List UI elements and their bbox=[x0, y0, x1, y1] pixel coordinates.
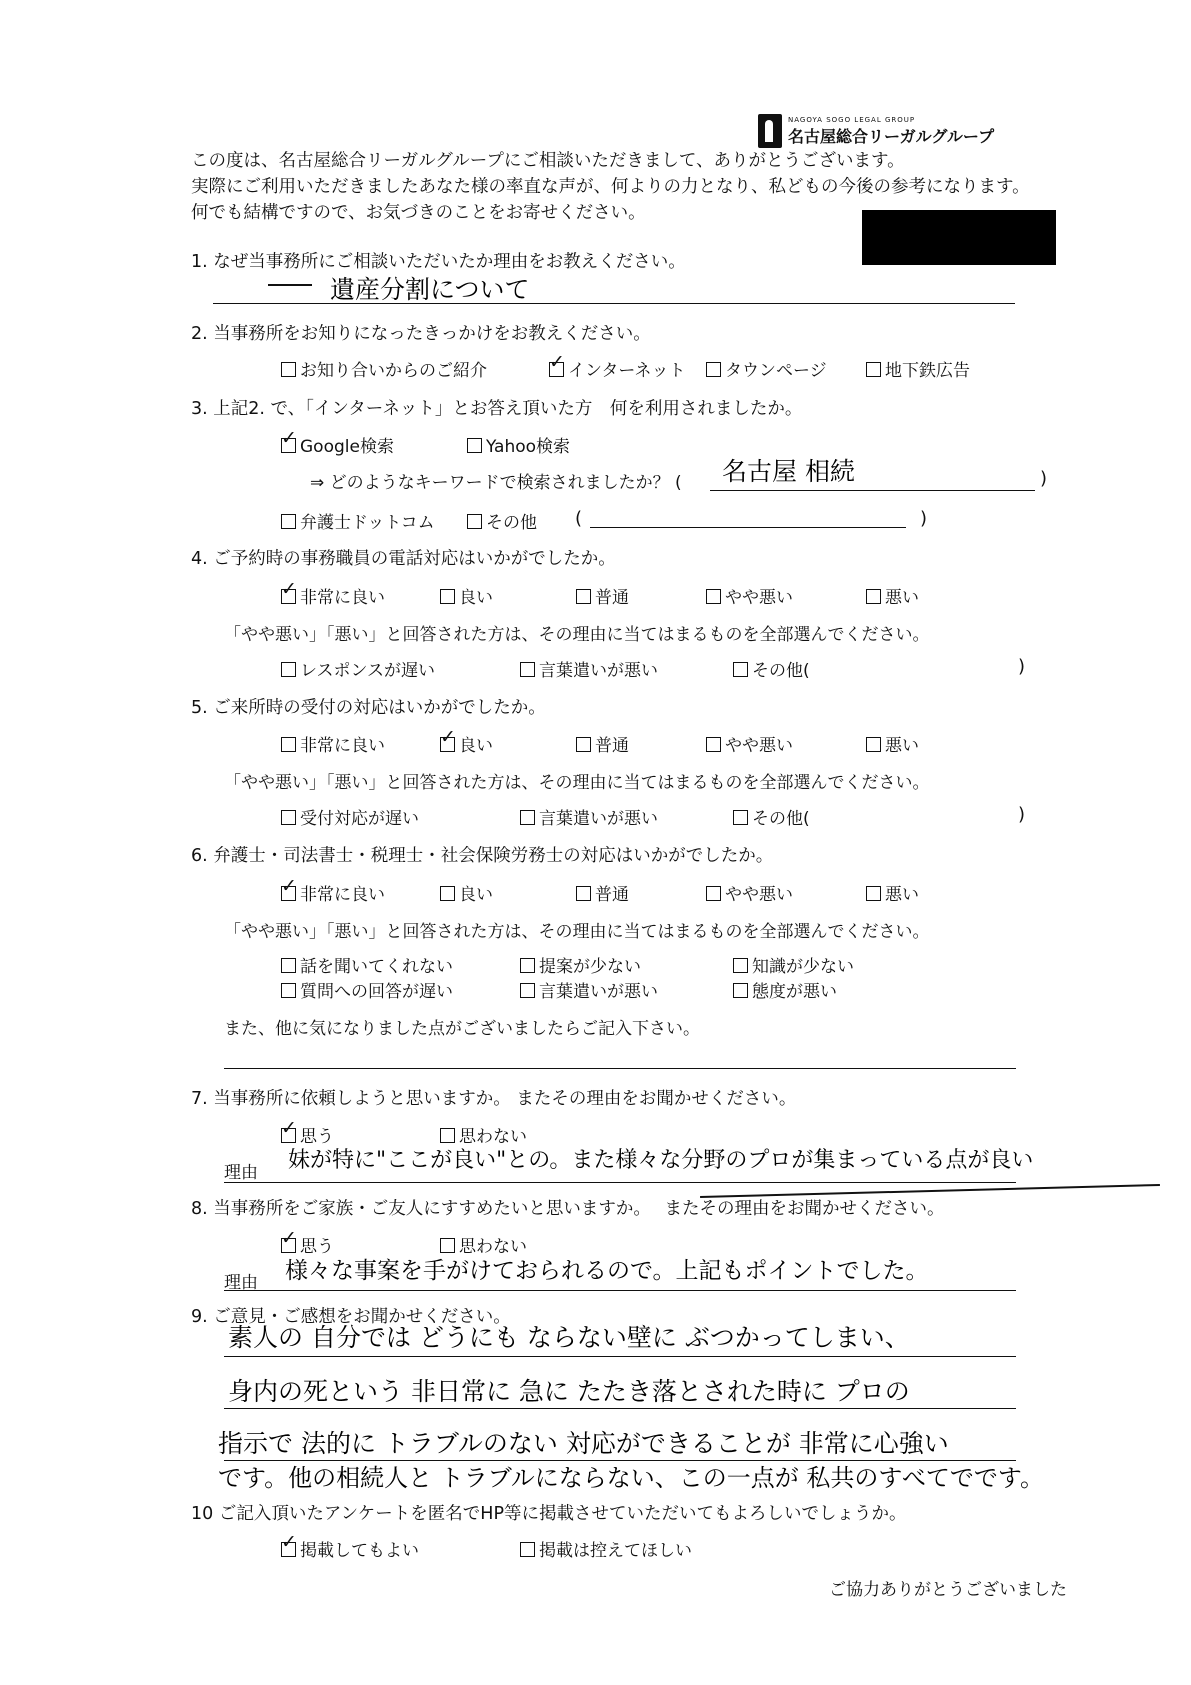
q2-option[interactable]: タウンページ bbox=[706, 356, 827, 381]
q7-reason-answer: 妹が特に"ここが良い"との。また様々な分野のプロが集まっている点が良い bbox=[288, 1148, 1034, 1173]
close-paren: ) bbox=[1040, 468, 1048, 489]
checkbox-icon[interactable] bbox=[733, 662, 748, 677]
checkbox-icon[interactable] bbox=[520, 1542, 535, 1557]
q7-question: 7. 当事務所に依頼しようと思いますか。 またその理由をお聞かせください。 bbox=[191, 1089, 797, 1109]
checkbox-icon[interactable] bbox=[440, 886, 455, 901]
q3-question: 3. 上記2. で、「インターネット」とお答え頂いた方 何を利用されましたか。 bbox=[191, 399, 803, 419]
q8-reason-label: 理由 bbox=[224, 1273, 258, 1293]
q5-question: 5. ご来所時の受付の対応はいかがでしたか。 bbox=[191, 698, 546, 718]
q6-rating[interactable]: 悪い bbox=[866, 880, 919, 905]
checkbox-checked-icon[interactable] bbox=[281, 438, 296, 453]
q9-comment-line: です。他の相続人と トラブルにならない、この一点が 私共のすべてでです。 bbox=[218, 1464, 1044, 1492]
checkbox-icon[interactable] bbox=[706, 737, 721, 752]
q7-reason-label: 理由 bbox=[224, 1163, 258, 1183]
q6-reason[interactable]: 質問への回答が遅い bbox=[281, 977, 453, 1002]
q6-reason[interactable]: 言葉遣いが悪い bbox=[520, 977, 658, 1002]
q1-answer: 遺産分割について bbox=[330, 275, 530, 304]
q6-reason[interactable]: 知識が少ない bbox=[733, 952, 854, 977]
checkbox-checked-icon[interactable] bbox=[281, 1542, 296, 1557]
checkbox-icon[interactable] bbox=[281, 514, 296, 529]
q1-question: 1. なぜ当事務所にご相談いただいたか理由をお教えください。 bbox=[191, 252, 686, 272]
redaction-block bbox=[862, 210, 1056, 265]
q10-option[interactable]: 掲載は控えてほしい bbox=[520, 1536, 692, 1561]
q2-question: 2. 当事務所をお知りになったきっかけをお教えください。 bbox=[191, 324, 651, 344]
q4-reason[interactable]: レスポンスが遅い bbox=[281, 656, 435, 681]
q9-comment-line: 身内の死という 非日常に 急に たたき落とされた時に プロの bbox=[228, 1377, 910, 1406]
q8-reason-answer: 様々な事案を手がけておられるので。上記もポイントでした。 bbox=[285, 1258, 929, 1284]
checkbox-checked-icon[interactable] bbox=[281, 1128, 296, 1143]
q6-question: 6. 弁護士・司法書士・税理士・社会保険労務士の対応はいかがでしたか。 bbox=[191, 846, 774, 866]
q4-reason[interactable]: その他( bbox=[733, 656, 810, 681]
checkbox-icon[interactable] bbox=[733, 810, 748, 825]
q9-rule bbox=[224, 1408, 1016, 1409]
checkbox-icon[interactable] bbox=[706, 886, 721, 901]
q6-rating[interactable]: 普通 bbox=[576, 880, 629, 905]
q4-rating[interactable]: 普通 bbox=[576, 583, 629, 608]
checkbox-icon[interactable] bbox=[866, 362, 881, 377]
checkbox-icon[interactable] bbox=[281, 362, 296, 377]
checkbox-icon[interactable] bbox=[576, 589, 591, 604]
strikethrough-mark bbox=[268, 284, 312, 286]
q5-reason[interactable]: 受付対応が遅い bbox=[281, 804, 419, 829]
q8-question-tail: またその理由をお聞かせください。 bbox=[664, 1199, 945, 1219]
q3-other-line[interactable] bbox=[590, 527, 906, 528]
q8-option[interactable]: 思わない bbox=[440, 1232, 527, 1257]
q5-rating[interactable]: やや悪い bbox=[706, 731, 793, 756]
checkbox-icon[interactable] bbox=[281, 958, 296, 973]
checkbox-icon[interactable] bbox=[576, 886, 591, 901]
checkbox-icon[interactable] bbox=[576, 737, 591, 752]
q4-rating[interactable]: やや悪い bbox=[706, 583, 793, 608]
logo-mark-icon bbox=[758, 114, 782, 148]
q1-answer-line bbox=[213, 303, 1015, 304]
q5-rating[interactable]: 非常に良い bbox=[281, 731, 385, 756]
q5-reason[interactable]: その他( bbox=[733, 804, 810, 829]
q4-reason[interactable]: 言葉遣いが悪い bbox=[520, 656, 658, 681]
checkbox-icon[interactable] bbox=[281, 983, 296, 998]
company-logo bbox=[758, 114, 994, 148]
checkbox-icon[interactable] bbox=[706, 362, 721, 377]
q4-rating[interactable]: 良い bbox=[440, 583, 493, 608]
q6-rating[interactable]: 良い bbox=[440, 880, 493, 905]
q4-rating[interactable]: 悪い bbox=[866, 583, 919, 608]
checkbox-checked-icon[interactable] bbox=[281, 1238, 296, 1253]
checkbox-checked-icon[interactable] bbox=[281, 589, 296, 604]
q3-option[interactable]: Yahoo検索 bbox=[467, 432, 570, 457]
q9-question: 9. ご意見・ご感想をお聞かせください。 bbox=[191, 1307, 511, 1327]
q5-rating[interactable]: 普通 bbox=[576, 731, 629, 756]
logo-english: NAGOYA SOGO LEGAL GROUP bbox=[788, 115, 916, 124]
intro-line: 何でも結構ですので、お気づきのことをお寄せください。 bbox=[191, 203, 646, 223]
open-paren: ( bbox=[575, 508, 583, 529]
q2-option[interactable]: 地下鉄広告 bbox=[866, 356, 970, 381]
q6-reason[interactable]: 提案が少ない bbox=[520, 952, 641, 977]
intro-line: この度は、名古屋総合リーガルグループにご相談いただきまして、ありがとうございます。 bbox=[191, 151, 905, 171]
checkbox-icon[interactable] bbox=[520, 958, 535, 973]
checkbox-icon[interactable] bbox=[733, 958, 748, 973]
checkbox-icon[interactable] bbox=[520, 662, 535, 677]
checkbox-icon[interactable] bbox=[866, 737, 881, 752]
q5-reason[interactable]: 言葉遣いが悪い bbox=[520, 804, 658, 829]
intro-line: 実際にご利用いただきましたあなた様の率直な声が、何よりの力となり、私どもの今後の参考になります。 bbox=[191, 177, 1030, 197]
q2-option[interactable]: ✓ インターネット bbox=[549, 356, 685, 381]
logo-japanese: 名古屋総合リーガルグループ bbox=[788, 126, 995, 146]
q6-reason[interactable]: 話を聞いてくれない bbox=[281, 952, 453, 977]
q6-other-line[interactable] bbox=[224, 1068, 1016, 1069]
close-paren: ) bbox=[920, 508, 928, 529]
checkbox-icon[interactable] bbox=[733, 983, 748, 998]
checkbox-icon[interactable] bbox=[467, 438, 482, 453]
q3-keyword-answer: 名古屋 相続 bbox=[722, 457, 855, 486]
thanks-text: ご協力ありがとうございました bbox=[829, 1580, 1067, 1600]
q8-option[interactable]: ✓思う bbox=[281, 1232, 334, 1257]
q7-option[interactable]: 思わない bbox=[440, 1122, 527, 1147]
q8-reason-line bbox=[224, 1290, 1016, 1291]
close-paren: ) bbox=[1018, 804, 1026, 825]
q3-option[interactable]: ✓Google検索 bbox=[281, 432, 394, 457]
close-paren: ) bbox=[1018, 656, 1026, 677]
q3-keyword-line bbox=[710, 490, 1035, 491]
q9-comment-line: 指示で 法的に トラブルのない 対応ができることが 非常に心強い bbox=[218, 1429, 949, 1458]
q4-question: 4. ご予約時の事務職員の電話対応はいかがでしたか。 bbox=[191, 549, 616, 569]
q4-rating[interactable]: ✓非常に良い bbox=[281, 583, 385, 608]
checkbox-icon[interactable] bbox=[866, 886, 881, 901]
q9-comment-line: 素人の 自分では どうにも ならない壁に ぶつかってしまい、 bbox=[228, 1323, 910, 1352]
checkbox-icon[interactable] bbox=[440, 1128, 455, 1143]
q5-rating[interactable]: ✓ 良い bbox=[440, 731, 493, 756]
q6-rating[interactable]: ✓非常に良い bbox=[281, 880, 385, 905]
checkbox-icon[interactable] bbox=[281, 662, 296, 677]
checkbox-icon[interactable] bbox=[281, 737, 296, 752]
checkbox-icon[interactable] bbox=[866, 589, 881, 604]
checkbox-checked-icon[interactable] bbox=[440, 737, 455, 752]
q3-option[interactable]: 弁護士ドットコム bbox=[281, 508, 435, 533]
q6-reason[interactable]: 態度が悪い bbox=[733, 977, 837, 1002]
q7-reason-line bbox=[224, 1182, 1016, 1183]
q6-reason-prompt: 「やや悪い」「悪い」と回答された方は、その理由に当てはまるものを全部選んでください。 bbox=[224, 922, 930, 942]
q5-rating[interactable]: 悪い bbox=[866, 731, 919, 756]
q4-reason-prompt: 「やや悪い」「悪い」と回答された方は、その理由に当てはまるものを全部選んでください。 bbox=[224, 625, 930, 645]
q3-keyword-prompt: ⇒ どのようなキーワードで検索されましたか？ ( bbox=[310, 473, 682, 493]
checkbox-icon[interactable] bbox=[440, 589, 455, 604]
q6-other-prompt: また、他に気になりました点がございましたらご記入下さい。 bbox=[224, 1019, 700, 1039]
checkbox-icon[interactable] bbox=[706, 589, 721, 604]
q5-reason-prompt: 「やや悪い」「悪い」と回答された方は、その理由に当てはまるものを全部選んでください。 bbox=[224, 773, 930, 793]
q8-question-main: 8. 当事務所をご家族・ご友人にすすめたいと思いますか。 bbox=[191, 1199, 651, 1219]
q3-option[interactable]: その他 bbox=[467, 508, 537, 533]
checkbox-icon[interactable] bbox=[281, 810, 296, 825]
q8-question bbox=[191, 1195, 945, 1220]
q2-option[interactable]: お知り合いからのご紹介 bbox=[281, 356, 487, 381]
q7-option[interactable]: ✓思う bbox=[281, 1122, 334, 1147]
q10-option[interactable]: ✓掲載してもよい bbox=[281, 1536, 419, 1561]
q9-rule bbox=[224, 1356, 1016, 1357]
q10-question: 10 ご記入頂いたアンケートを匿名でHP等に掲載させていただいてもよろしいでしょうか。 bbox=[191, 1504, 907, 1524]
checkbox-icon[interactable] bbox=[520, 810, 535, 825]
checkbox-checked-icon[interactable] bbox=[281, 886, 296, 901]
checkbox-icon[interactable] bbox=[440, 1238, 455, 1253]
checkbox-checked-icon[interactable] bbox=[549, 362, 564, 377]
checkbox-icon[interactable] bbox=[467, 514, 482, 529]
checkbox-icon[interactable] bbox=[520, 983, 535, 998]
q6-rating[interactable]: やや悪い bbox=[706, 880, 793, 905]
